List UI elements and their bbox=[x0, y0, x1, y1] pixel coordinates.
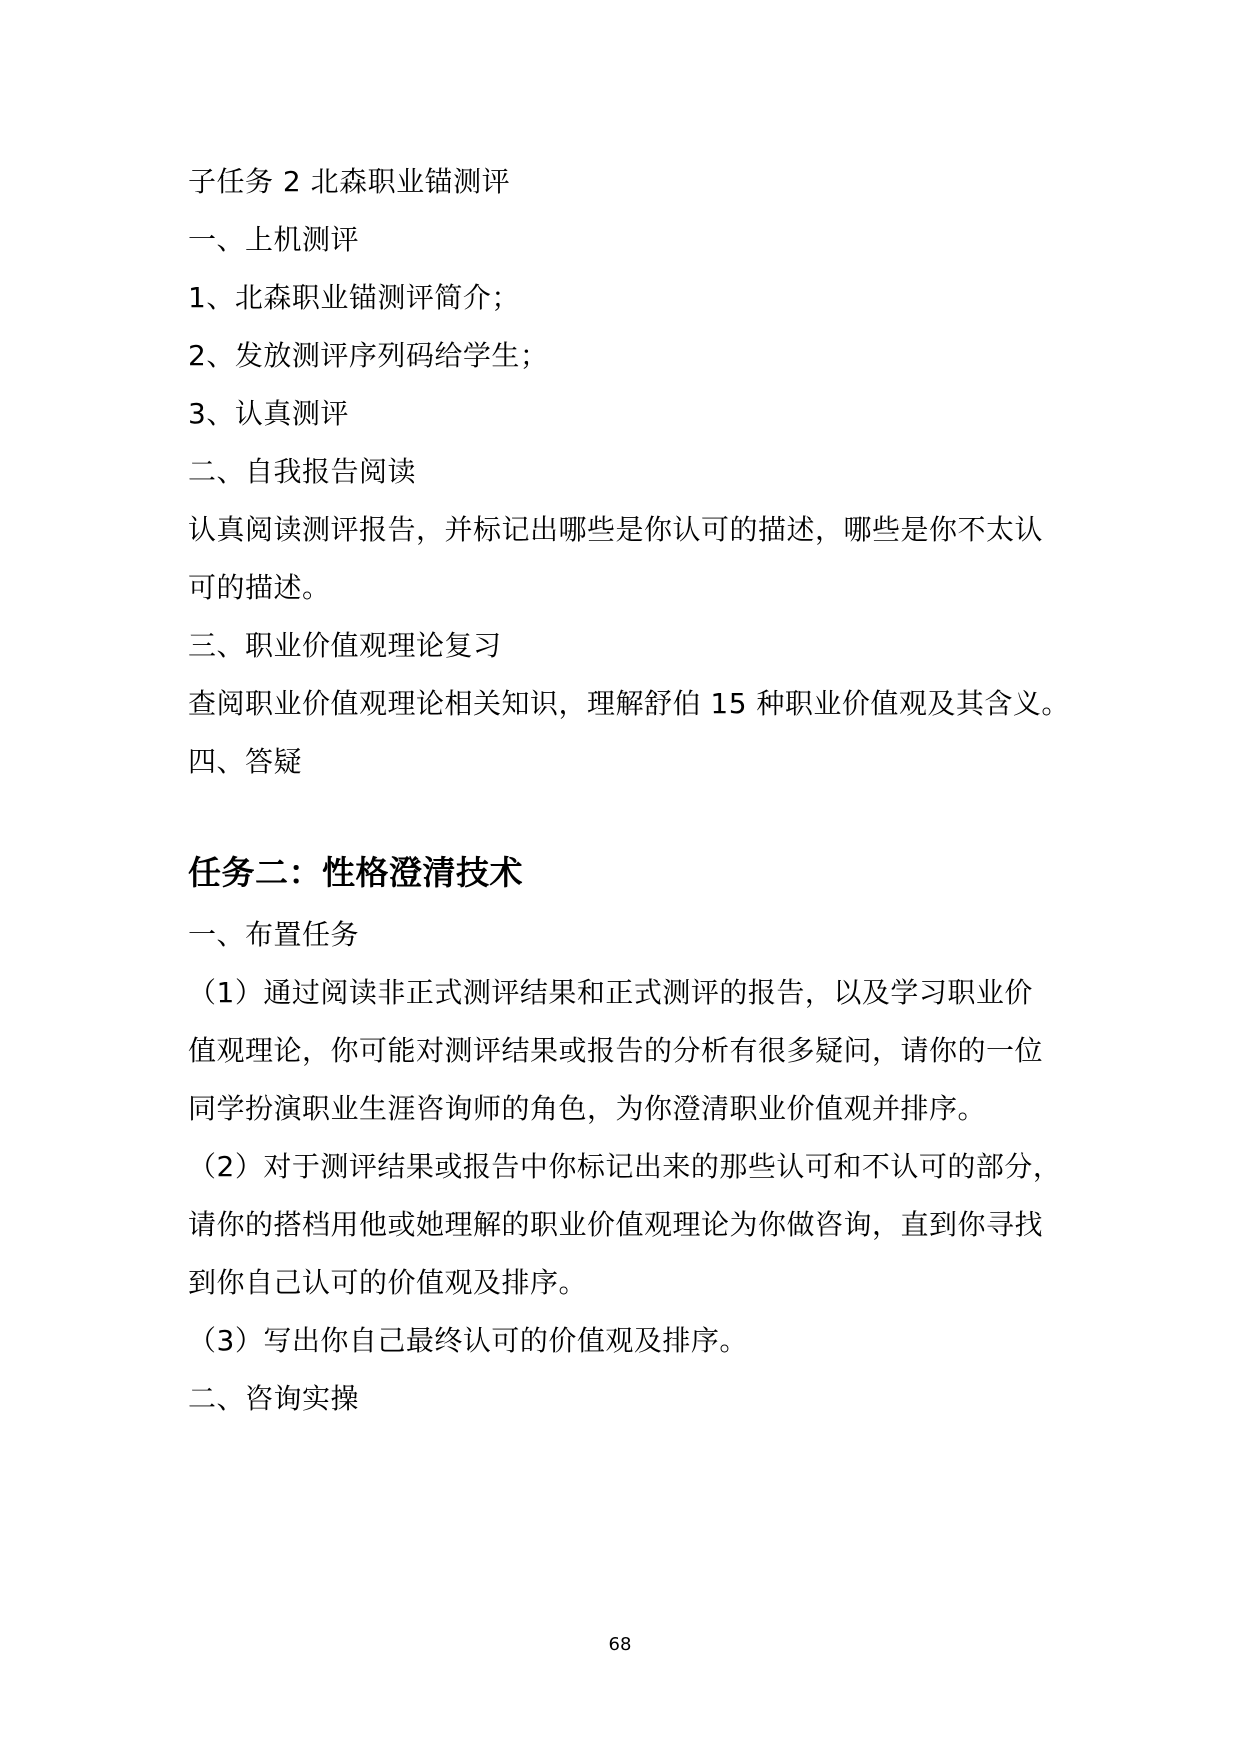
list-item: 2、发放测评序列码给学生； bbox=[188, 339, 549, 372]
paragraph-line: （1）通过阅读非正式测评结果和正式测评的报告，以及学习职业价 bbox=[188, 976, 1033, 1009]
paragraph-line: 到你自己认可的价值观及排序。 bbox=[188, 1266, 588, 1299]
section-heading-1: 一、上机测评 bbox=[188, 223, 360, 256]
list-item: 1、北森职业锚测评简介； bbox=[188, 281, 520, 314]
paragraph-line: （3）写出你自己最终认可的价值观及排序。 bbox=[188, 1324, 748, 1357]
section-heading-3: 三、职业价值观理论复习 bbox=[188, 629, 502, 662]
paragraph-line: 查阅职业价值观理论相关知识，理解舒伯 15 种职业价值观及其含义。 bbox=[188, 687, 1070, 720]
task2-subheading-2: 二、咨询实操 bbox=[188, 1382, 360, 1415]
section-heading-4: 四、答疑 bbox=[188, 745, 303, 778]
paragraph-line: 同学扮演职业生涯咨询师的角色，为你澄清职业价值观并排序。 bbox=[188, 1092, 987, 1125]
paragraph-line: 请你的搭档用他或她理解的职业价值观理论为你做咨询，直到你寻找 bbox=[188, 1208, 1044, 1241]
paragraph-line: 值观理论，你可能对测评结果或报告的分析有很多疑问，请你的一位 bbox=[188, 1034, 1044, 1067]
paragraph-line: 可的描述。 bbox=[188, 571, 331, 604]
task2-title: 任务二：性格澄清技术 bbox=[188, 853, 523, 892]
list-item: 3、认真测评 bbox=[188, 397, 349, 430]
paragraph-line: 认真阅读测评报告，并标记出哪些是你认可的描述，哪些是你不太认 bbox=[188, 513, 1044, 546]
paragraph-line: （2）对于测评结果或报告中你标记出来的那些认可和不认可的部分， bbox=[188, 1150, 1062, 1183]
task2-subheading-1: 一、布置任务 bbox=[188, 918, 360, 951]
subtask-title: 子任务 2 北森职业锚测评 bbox=[188, 165, 511, 198]
section-heading-2: 二、自我报告阅读 bbox=[188, 455, 417, 488]
page-number: 68 bbox=[608, 1634, 632, 1655]
